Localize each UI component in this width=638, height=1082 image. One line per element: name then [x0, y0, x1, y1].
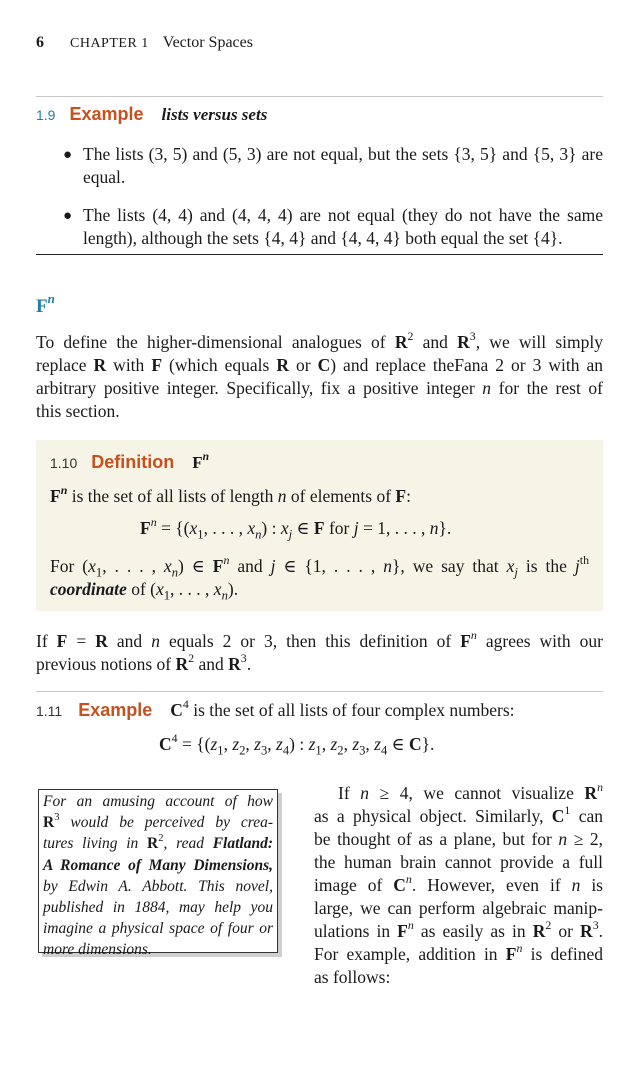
flatland-title: Flatland:: [212, 835, 274, 853]
right-column-paragraph: If n ≥ 4, we cannot visualize $R^n$ as a physical object. Similarly, $C^1$ can be thought of as a plane, but for n ≥ 2, the human brain cannot provide a full image of $C^n$. However, even if n is large, we can perform algebraic manip- ulations in $F^n$ as easily as in $R^2$ or $R^3$. For example, addition in $F^n$ is defined as follows:: [314, 779, 604, 987]
definition-line-3: For ($x_1$, . . . , $x_n$) ∈ $F^n$ and j ∈ {1, . . . , n}, we say that $x_j$ is the $j^{th}$ coordinate of ($x_1$, . . . , $x_n$).: [50, 552, 590, 603]
example-1-9-bullets: [63, 143, 603, 250]
intro-line-4: this section.: [36, 401, 120, 421]
page-number: 6: [36, 34, 44, 51]
example-1-11-formula: $C^4 = \{(z_1$, $z_2$, $z_3$, $z_4$) : $z_1$, $z_2$, $z_3$, $z_4$ ∈ C}.: [159, 730, 435, 758]
example-label: Example: [69, 104, 144, 124]
coordinate-term: coordinate: [50, 579, 127, 599]
intro-line-2: replace R with F (which equals R or C) and replace theFana 2 or 3 with an: [36, 355, 603, 375]
definition-label: Definition: [91, 452, 175, 472]
bullet-1-line-2: equal.: [83, 167, 126, 187]
after-definition-paragraph: If F = R and n equals 2 or 3, then this definition of $F^n$ agrees with our previous notions of $R^2$ and $R^3$.: [36, 627, 603, 674]
example-title: lists versus sets: [161, 105, 268, 124]
example-number: 1.9: [36, 107, 56, 123]
example-1-11-rule: [36, 691, 603, 692]
intro-line-1: To define the higher-dimensional analogues of $R^2$ and $R^3$, we will simply: [36, 328, 603, 352]
margin-note-box: [38, 789, 278, 959]
intro-line-3: arbitrary positive integer. Specifically, fix a positive integer n for the rest of: [36, 378, 603, 398]
definition-line-1: $F^n$ is the set of all lists of length n of elements of F:: [50, 482, 411, 506]
bullet-2-marker: ●: [63, 208, 73, 224]
header-rule: [36, 96, 603, 97]
example-1-11-label: Example: [78, 700, 153, 720]
bullet-2-line-1: The lists (4, 4) and (4, 4, 4) are not equal (they do not have the same: [83, 205, 603, 225]
bullet-2-line-2: length), although the sets {4, 4} and {4, 4, 4} both equal the set {4}.: [83, 228, 563, 248]
example-1-9-heading: [36, 104, 267, 125]
bullet-1-marker: ●: [63, 147, 73, 163]
bullet-1-line-1: The lists (3, 5) and (5, 3) are not equal, but the sets {3, 5} and {5, 3} are: [83, 144, 603, 164]
chapter-title: Vector Spaces: [162, 34, 253, 51]
definition-number: 1.10: [50, 455, 78, 471]
margin-note-text: For an amusing account of how $R^3$ would be perceived by crea- tures living in $R^2$, read Flatland: A Romance of Many Dimensions, by Edwin A. Abbott. This novel, published in 1884, may help you imagine a physical space of four or more dimensions.: [43, 793, 274, 959]
definition-title: $F^n$: [192, 450, 210, 472]
running-header: [36, 34, 253, 52]
chapter-label: CHAPTER 1: [70, 36, 149, 51]
example-1-11-heading: [36, 696, 515, 722]
example-1-11-number: 1.11: [36, 703, 63, 719]
intro-paragraph: [36, 328, 603, 423]
section-heading: $F^n$: [36, 291, 55, 317]
example-1-11-text: $C^4$ is the set of all lists of four complex numbers:: [170, 696, 515, 720]
definition-heading: [50, 452, 209, 473]
definition-formula: $F^n = \{(x_1$, . . . , $x_n$) : $x_j$ ∈ F for j = 1, . . . , n}.: [140, 514, 452, 542]
example-end-rule: [36, 254, 603, 255]
